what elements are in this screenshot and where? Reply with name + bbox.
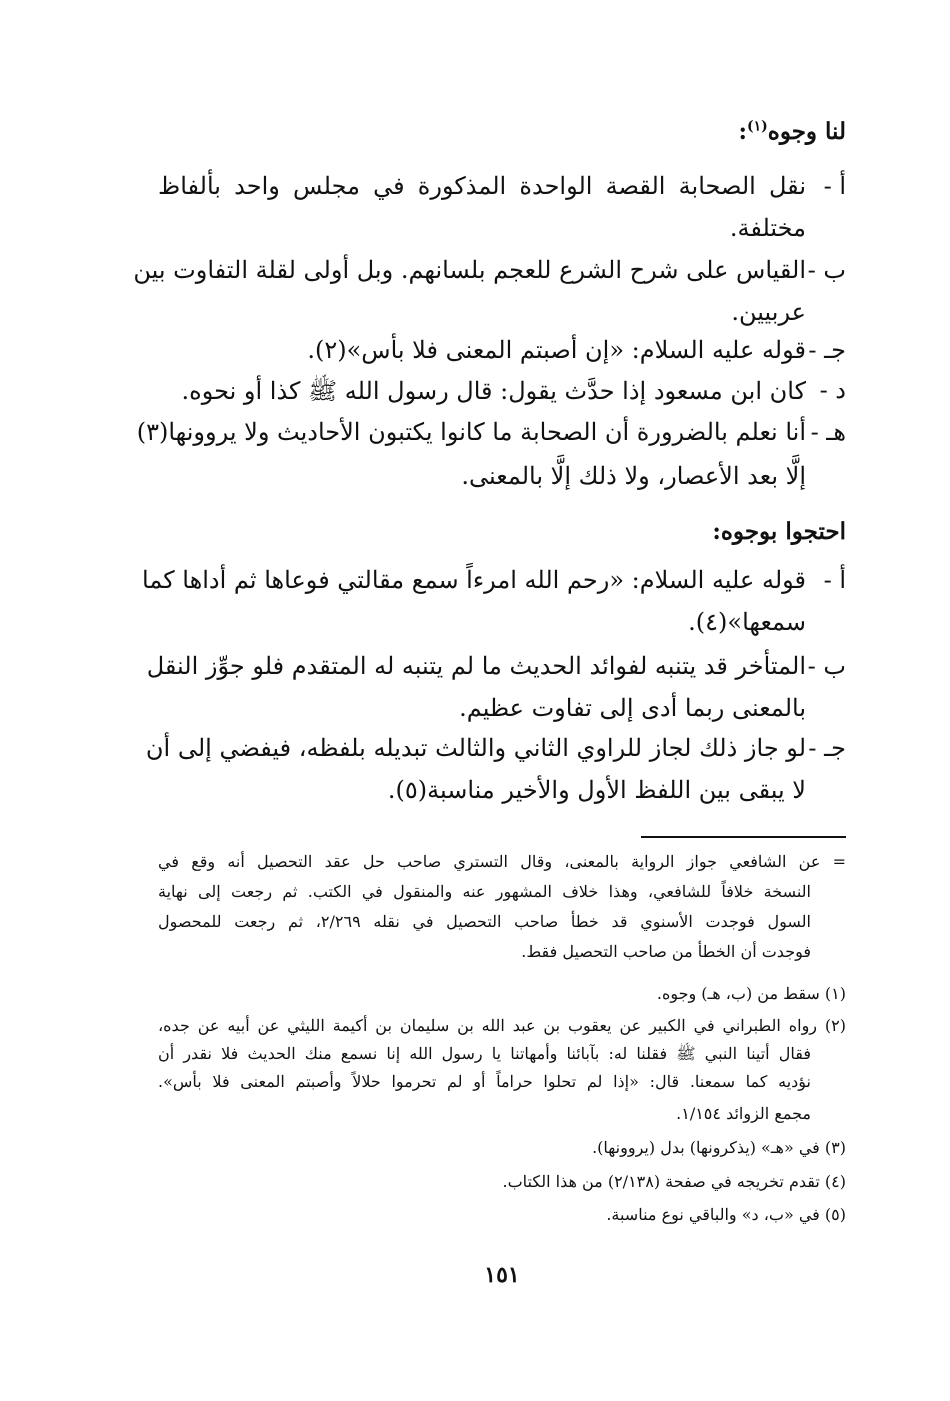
item-line: نقل الصحابة القصة الواحدة المذكورة في مجلس واحد بألفاظ xyxy=(158,172,806,200)
item-marker: د - xyxy=(819,376,846,404)
footnote-line: النسخة خلافاً للشافعي، وهذا خلاف المشهور عنه والمنقول في الكتب. ثم رجعت إلى نهاية xyxy=(158,882,812,901)
item-line: لو جاز ذلك لجاز للراوي الثاني والثالث تبديله بلفظه، فيفضي إلى أن xyxy=(145,734,806,762)
heading-colon: : xyxy=(738,118,747,145)
item-line: إلَّا بعد الأعصار، ولا ذلك إلَّا بالمعنى. xyxy=(461,462,806,490)
footnote-line: السول فوجدت الأسنوي قد خطأ صاحب التحصيل في نقله ٢/٢٦٩، ثم رجعت للمحصول xyxy=(158,912,811,931)
item-marker: ب - xyxy=(807,256,846,284)
section-heading-our-arguments xyxy=(738,118,846,145)
item-line: سمعها»(٤). xyxy=(688,608,806,636)
item-line: القياس على شرح الشرع للعجم بلسانهم. وبل أولى لقلة التفاوت بين xyxy=(133,256,806,284)
footnote-line: مجمع الزوائد ١/١٥٤. xyxy=(676,1104,811,1123)
footnote-line: فوجدت أن الخطأ من صاحب التحصيل فقط. xyxy=(521,942,811,961)
item-marker: أ - xyxy=(823,172,846,200)
footnote-separator xyxy=(641,836,846,838)
item-line: أنا نعلم بالضرورة أن الصحابة ما كانوا يكتبون الأحاديث ولا يروونها(٣) xyxy=(136,418,806,446)
footnote-line: فقال أتينا النبي ﷺ فقلنا له: بآبائنا وأمهاتنا يا رسول الله إنا نسمع منك الحديث فلا نقدر أن xyxy=(158,1044,811,1063)
item-line: عربيين. xyxy=(731,298,806,326)
footnote-line: (٣) في «هـ» (يذكرونها) بدل (يروونها). xyxy=(592,1138,846,1157)
heading-text: لنا وجوه xyxy=(767,118,846,145)
footnote-line: (١) سقط من (ب، هـ) وجوه. xyxy=(656,984,846,1003)
footnote-line: (٤) تقدم تخريجه في صفحة (٢/١٣٨) من هذا الكتاب. xyxy=(502,1172,846,1191)
page-number: ١٥١ xyxy=(484,1262,520,1288)
footnote-line: (٢) رواه الطبراني في الكبير عن يعقوب بن عبد الله بن سليمان بن أكيمة الليثي عن أبيه عن جده، xyxy=(158,1016,847,1035)
item-line: قوله عليه السلام: «رحم الله امرءاً سمع مقالتي فوعاها ثم أداها كما xyxy=(142,566,806,594)
section-heading-their-arguments: احتجوا بوجوه: xyxy=(712,518,846,545)
book-page xyxy=(133,0,847,1401)
item-line: المتأخر قد يتنبه لفوائد الحديث ما لم يتنبه له المتقدم فلو جوِّز النقل xyxy=(146,652,806,680)
item-marker: أ - xyxy=(823,566,846,594)
item-marker: جـ - xyxy=(808,336,846,364)
item-marker: ب - xyxy=(807,652,846,680)
footnote-line: = عن الشافعي جواز الرواية بالمعنى، وقال التستري صاحب حل عقد التحصيل أنه وقع في xyxy=(158,852,846,871)
item-line: لا يبقى بين اللفظ الأول والأخير مناسبة(٥). xyxy=(387,776,806,804)
footnote-ref: (١) xyxy=(746,118,768,135)
item-line: كان ابن مسعود إذا حدَّث يقول: قال رسول الله ﷺ كذا أو نحوه. xyxy=(181,377,806,405)
item-marker: جـ - xyxy=(808,734,846,762)
item-line: قوله عليه السلام: «إن أصبتم المعنى فلا بأس»(٢). xyxy=(307,336,806,364)
item-marker: هـ - xyxy=(810,418,846,446)
footnote-line: (٥) في «ب، د» والباقي نوع مناسبة. xyxy=(606,1205,846,1224)
item-line: مختلفة. xyxy=(729,214,806,242)
footnote-line: نؤديه كما سمعنا. قال: «إذا لم تحلوا حراماً أو لم تحرموا حلالاً وأصبتم المعنى فلا بأس». xyxy=(158,1072,811,1091)
item-line: بالمعنى ربما أدى إلى تفاوت عظيم. xyxy=(459,694,806,722)
